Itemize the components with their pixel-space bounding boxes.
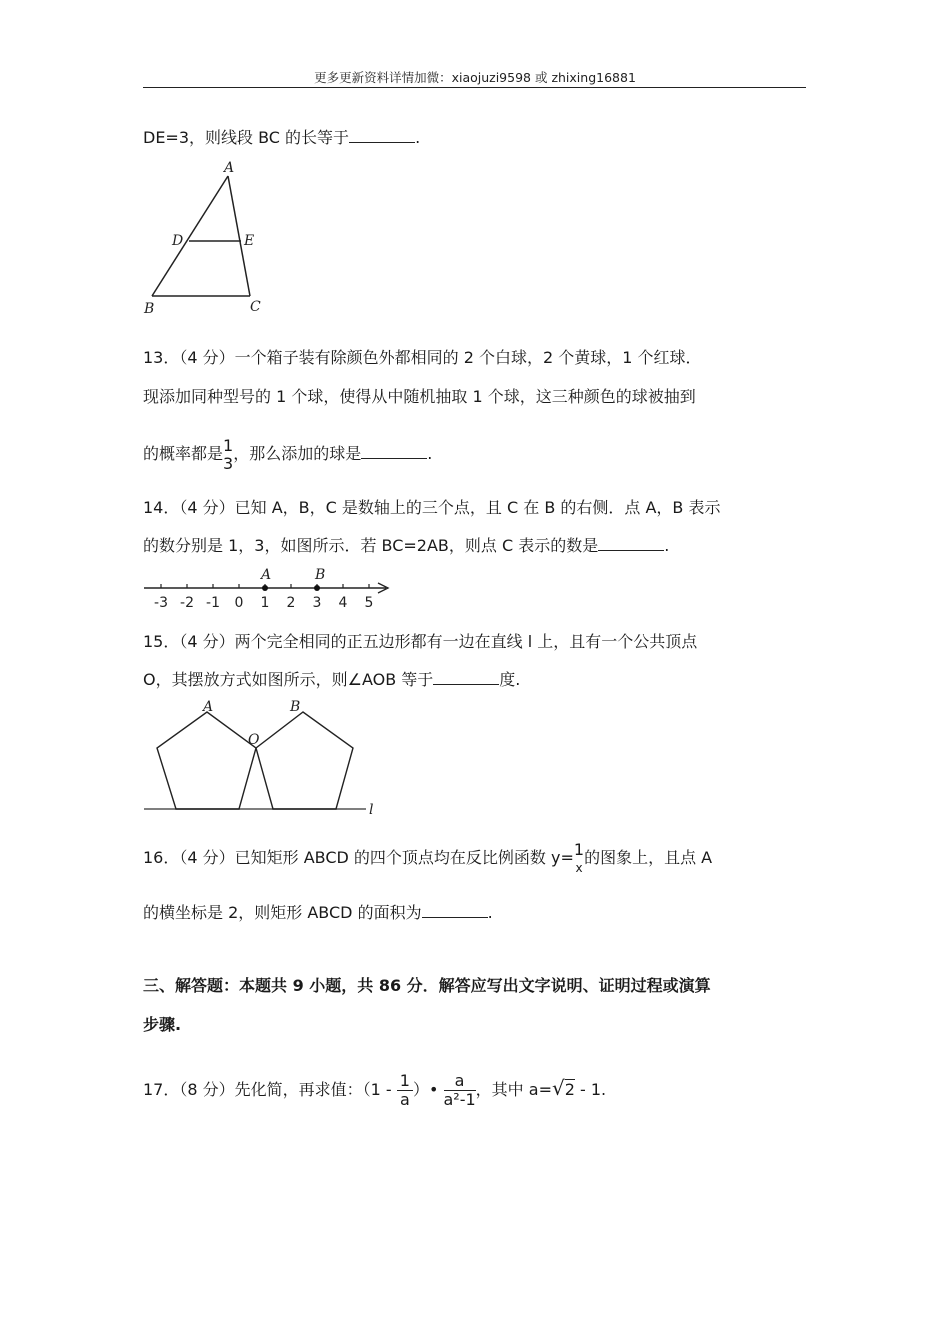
q16-end: . [487,903,493,922]
q14-line1: 14．（4 分）已知 A，B，C 是数轴上的三个点，且 C 在 B 的右侧．点 A，B 表示 [143,498,721,517]
q17-fraction-2 [444,1072,476,1109]
q13-line1: 13．（4 分）一个箱子装有除颜色外都相同的 2 个白球，2 个黄球，1 个红球． [143,348,702,367]
q15-line1: 15．（4 分）两个完全相同的正五边形都有一边在直线 l 上，且有一个公共顶点 [143,632,698,651]
q12-label-d: D [172,233,184,249]
q15-label-b: B [290,699,301,715]
q14-line2-wrap [143,536,669,556]
left-pentagon [157,712,256,809]
q15-end: 度. [499,670,521,689]
q14-point-b-dot [314,585,320,591]
axis-tick-label: 2 [286,595,296,611]
axis-tick-label: 3 [312,595,322,611]
q17-mid: ）• [412,1080,439,1099]
q12-tail: DE=3，则线段 BC 的长等于 [143,128,350,147]
q15-line2: O，其摆放方式如图所示，则∠AOB 等于 [143,670,434,689]
q16-frac-num: 1 [573,839,585,859]
page-header: 更多更新资料详情加微：xiaojuzi9598 或 zhixing16881 [314,70,636,85]
q15-answer-blank [433,670,499,685]
q12-end: . [415,128,421,147]
q16-answer-blank [422,903,488,918]
q16-line2-wrap [143,903,493,923]
axis-tick-label: 0 [234,595,244,611]
q16-line2: 的横坐标是 2，则矩形 ABCD 的面积为 [143,903,422,922]
q13-answer-blank [361,444,427,459]
q17-f1-den: a [399,1090,410,1109]
header-divider [143,87,806,88]
q12-label-e: E [244,233,255,249]
q17-post: ，其中 a= [475,1080,552,1099]
q14-line2: 的数分别是 1，3，如图所示．若 BC=2AB，则点 C 表示的数是 [143,536,599,555]
q15-line2-wrap [143,670,520,690]
q13-end: . [427,444,433,463]
q16-frac-den: x [575,860,583,875]
q17-line [143,1050,606,1128]
q13-line3 [143,434,432,474]
q17-f1-num: 1 [397,1072,413,1091]
q16-fraction [574,841,584,877]
q14-point-a-label: A [261,567,272,583]
q13-line3-pre: 的概率都是 [143,444,224,463]
q14-number-line [140,565,400,613]
q13-frac-num: 1 [223,435,234,455]
q17-f2-den: a²-1 [443,1090,476,1109]
q12-label-b: B [144,301,155,317]
q17-f2-num: a [444,1072,476,1091]
axis-tick-label: 4 [338,595,348,611]
q14-point-a-dot [262,585,268,591]
axis-tick-label: -3 [154,595,168,611]
q13-line2: 现添加同种型号的 1 个球，使得从中随机抽取 1 个球，这三种颜色的球被抽到 [143,387,696,406]
q15-label-l: l [369,802,374,816]
q13-line3-post: ，那么添加的球是 [233,444,362,463]
axis-tick-label: 1 [260,595,270,611]
q17-fraction-1 [397,1072,413,1109]
q12-label-a: A [224,160,235,176]
q12-text [143,128,420,148]
q17-tail: - 1. [574,1080,607,1099]
axis-tick-label: -2 [180,595,194,611]
q14-end: . [664,536,670,555]
axis-tick-label: -1 [206,595,220,611]
q14-answer-blank [598,536,664,551]
q15-label-o: O [248,732,260,748]
sqrt-icon: √ [551,1076,565,1100]
q16-line1-post: 的图象上，且点 A [584,848,713,867]
axis-tick-label: 5 [364,595,374,611]
q16-line1 [143,838,712,878]
q15-label-a: A [203,699,214,715]
section3-heading-line1: 三、解答题：本题共 9 小题，共 86 分．解答应写出文字说明、证明过程或演算 [143,976,711,995]
q16-line1-pre: 16．（4 分）已知矩形 ABCD 的四个顶点均在反比例函数 y= [143,848,574,867]
q15-pentagons-figure [140,698,385,816]
q13-frac-den: 3 [223,453,234,473]
q12-triangle-figure [140,158,270,320]
q13-fraction [223,437,233,473]
q17-sqrt-arg: 2 [564,1080,575,1099]
q12-label-c: C [250,299,261,315]
q12-answer-blank [349,128,415,143]
q14-point-b-label: B [315,567,326,583]
q17-pre: 17．（8 分）先化简，再求值：（1 - [143,1080,392,1099]
right-pentagon [256,712,353,809]
section3-heading-line2: 步骤. [143,1015,182,1034]
